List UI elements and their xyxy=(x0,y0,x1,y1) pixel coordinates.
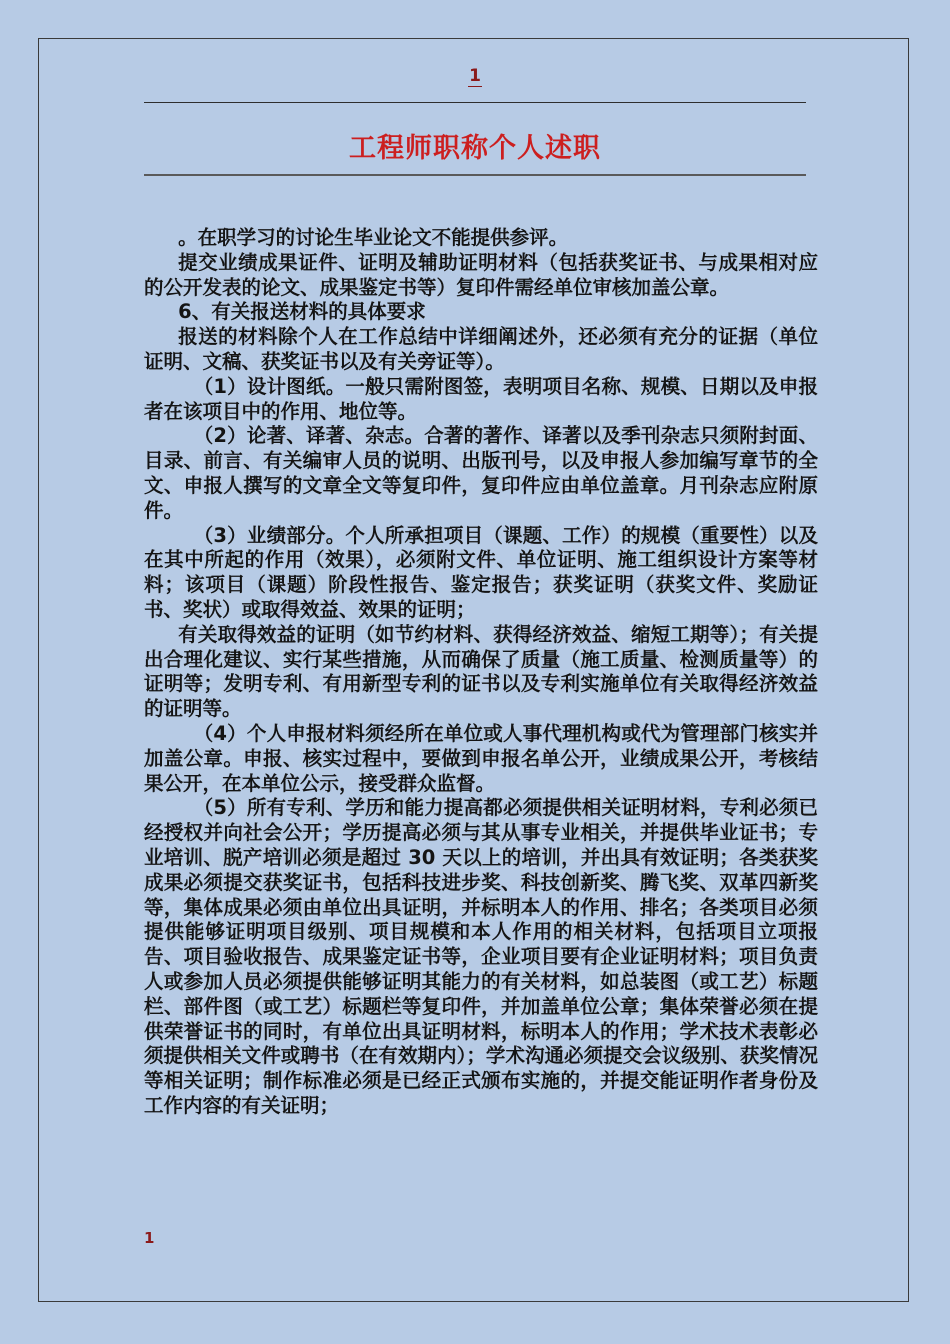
paragraph: 。在职学习的讨论生毕业论文不能提供参评。 xyxy=(178,226,569,249)
document-title: 工程师职称个人述职 xyxy=(349,133,601,164)
header-page-number xyxy=(0,66,950,86)
header-page-number-text: 1 xyxy=(469,66,481,86)
paragraph: （3）业绩部分。个人所承担项目（课题、工作）的规模（重要性）以及在其中所起的作用（效果），必须附文件、单位证明、施工组织设计方案等材料；该项目（课题）阶段性报告、鉴定报告；获奖证明（获奖文件、奖励证书、奖状）或取得效益、效果的证明； xyxy=(144,523,818,621)
header-rule xyxy=(144,102,806,103)
document-body xyxy=(144,226,818,1119)
paragraph: 提交业绩成果证件、证明及辅助证明材料（包括获奖证书、与成果相对应的公开发表的论文、成果鉴定书等）复印件需经单位审核加盖公章。 xyxy=(144,250,818,299)
paragraph: 6、有关报送材料的具体要求 xyxy=(178,300,426,324)
paragraph: 报送的材料除个人在工作总结中详细阐述外，还必须有充分的证据（单位证明、文稿、获奖证书以及有关旁证等）。 xyxy=(144,325,818,373)
title-rule xyxy=(144,174,806,176)
paragraph: （2）论著、译著、杂志。合著的著作、译著以及季刊杂志只须附封面、目录、前言、有关编审人员的说明、出版刊号，以及申报人参加编写章节的全文、申报人撰写的文章全文等复印件，复印件应由单位盖章。月刊杂志应附原件。 xyxy=(144,424,818,522)
paragraph: （4）个人申报材料须经所在单位或人事代理机构或代为管理部门核实并加盖公章。申报、核实过程中，要做到申报名单公开，业绩成果公开，考核结果公开，在本单位公示，接受群众监督。 xyxy=(144,721,818,795)
paragraph: （1）设计图纸。一般只需附图签，表明项目名称、规模、日期以及申报者在该项目中的作用、地位等。 xyxy=(144,374,818,423)
footer-page-number: 1 xyxy=(144,1229,155,1247)
paragraph: （5）所有专利、学历和能力提高都必须提供相关证明材料，专利必须已经授权并向社会公开；学历提高必须与其从事专业相关，并提供毕业证书；专业培训、脱产培训必须是超过 30 天以上的培训，并出具有效证明；各类获奖成果必须提交获奖证书，包括科技进步奖、科技创新奖、腾飞奖、双革四新奖等，集体成果必须由单位出具证明，并标明本人的作用、排名；各类项目必须提供能够证明项目级别、项目规模和本人作用的相关材料，包括项目立项报告、项目验收报告、成果鉴定证书等，企业项目要有企业证明材料；项目负责人或参加人员必须提供能够证明其能力的有关材料，如总装图（或工艺）标题栏、部件图（或工艺）标题栏等复印件，并加盖单位公章；集体荣誉必须在提供荣誉证书的同时，有单位出具证明材料，标明本人的作用；学术技术表彰必须提供相关文件或聘书（在有效期内）；学术沟通必须提交会议级别、获奖情况等相关证明；制作标准必须是已经正式颁布实施的，并提交能证明作者身份及工作内容的有关证明； xyxy=(144,796,818,1117)
paragraph: 有关取得效益的证明（如节约材料、获得经济效益、缩短工期等）；有关提出合理化建议、实行某些措施，从而确保了质量（施工质量、检测质量等）的证明等；发明专利、有用新型专利的证书以及专利实施单位有关取得经济效益的证明等。 xyxy=(144,622,818,721)
